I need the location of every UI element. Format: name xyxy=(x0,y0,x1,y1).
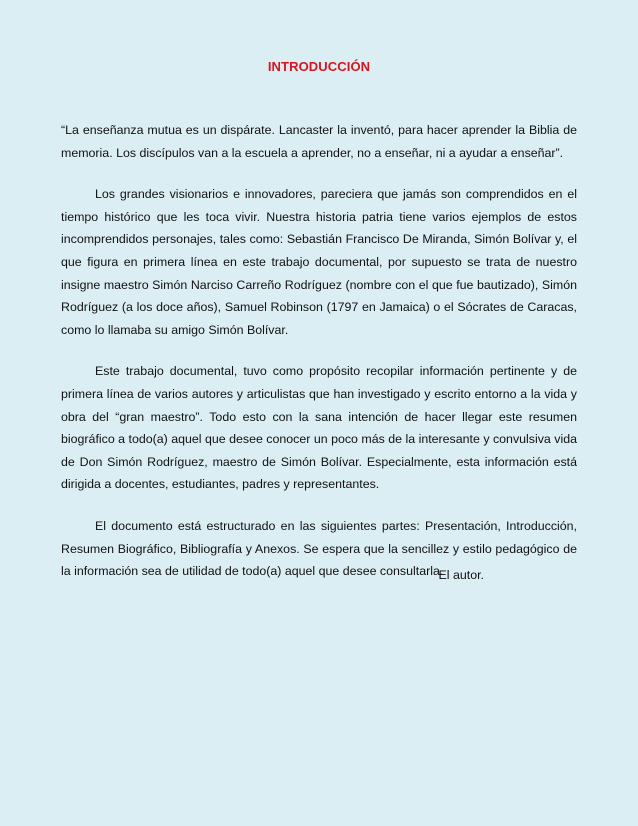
document-body xyxy=(61,119,577,602)
author-signature: El autor. xyxy=(438,568,484,582)
paragraph-structure: El documento está estructurado en las siguientes partes: Presentación, Introducción, Resumen Biográfico, Bibliografía y Anexos. Se espera que la sencillez y estilo pedagógico de la información sea de utilidad de todo(a) aquel que desee consultarla. xyxy=(61,518,577,579)
opening-quote: “La enseñanza mutua es un dispárate. Lancaster la inventó, para hacer aprender la Biblia de memoria. Los discípulos van a la escuela a aprender, no a enseñar, ni a ayudar a enseñar”. xyxy=(61,123,577,160)
page-title: INTRODUCCIÓN xyxy=(267,59,371,74)
paragraph-visionaries: Los grandes visionarios e innovadores, pareciera que jamás son comprendidos en el tiempo histórico que les toca vivir. Nuestra historia patria tiene varios ejemplos de estos incomprendidos personajes, tales como: Sebastián Francisco De Miranda, Simón Bolívar y, el que figura en primera línea en este trabajo documental, por supuesto se trata de nuestro insigne maestro Simón Narciso Carreño Rodríguez (nombre con el que fue bautizado), Simón Rodríguez (a los doce años), Samuel Robinson (1797 en Jamaica) o el Sócrates de Caracas, como lo llamaba su amigo Simón Bolívar. xyxy=(61,187,577,337)
paragraph-purpose: Este trabajo documental, tuvo como propósito recopilar información pertinente y de primera línea de varios autores y articulistas que han investigado y escrito entorno a la vida y obra del “gran maestro”. Todo esto con la sana intención de hacer llegar este resumen biográfico a todo(a) aquel que desee conocer un poco más de la interesante y convulsiva vida de Don Simón Rodríguez, maestro de Simón Bolívar. Especialmente, esta información está dirigida a docentes, estudiantes, padres y representantes. xyxy=(61,364,577,492)
